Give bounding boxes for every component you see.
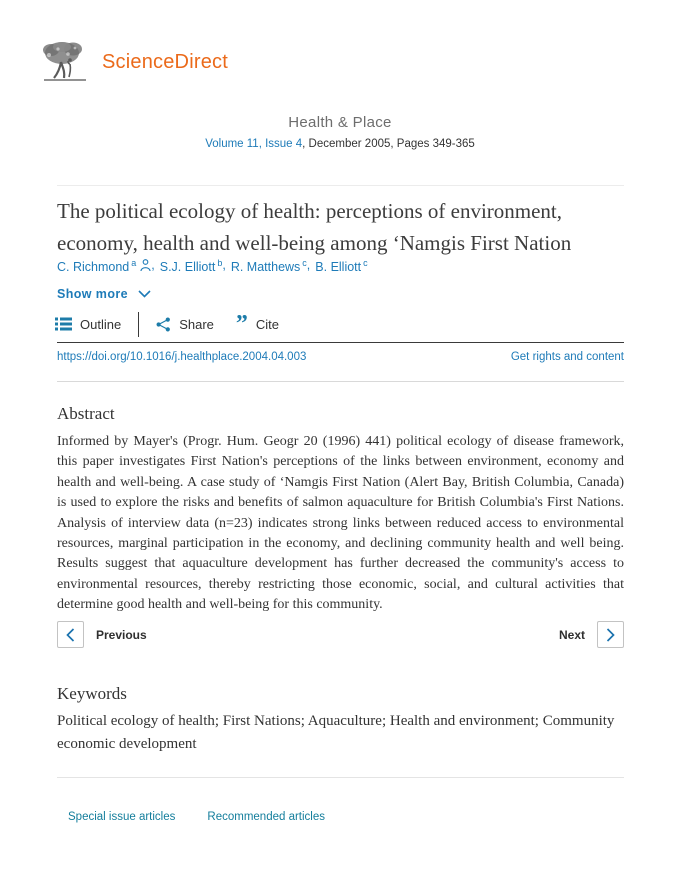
author-separator: ,: [306, 258, 311, 272]
abstract-text: Informed by Mayer's (Progr. Hum. Geogr 20 (1996) 441) political ecology of disease framework, this paper investigates First Nation's perceptions of the links between environment, economy and health and well-being. A case study of ‘Namgis First Nation (Alert Bay, British Columbia, Canada) is used to explore the risks and benefits of salmon aquaculture for British Columbia's First Nations. Analysis of interview data (n=23) indicates strong links between reduced access to environmental resources, marginal participation in the economy, and declining community health and well being. Results suggest that aquaculture development has further decreased the community's access to environmental resources, thereby restricting those economic, social, and cultural activities that determine good health and well-being for this community.: [57, 434, 624, 613]
issue-info-text: , December 2005, Pages 349-365: [302, 138, 475, 150]
previous-article-button[interactable]: [57, 621, 147, 648]
journal-issue-line: [0, 138, 680, 150]
author-name[interactable]: R. Matthews: [230, 260, 301, 275]
author-link[interactable]: [231, 258, 307, 274]
article-title: The political ecology of health: perceptions of environment, economy, health and well-being among ‘Namgis First Nation: [57, 199, 572, 255]
footer-links: [68, 811, 325, 823]
next-label: Next: [558, 627, 585, 642]
divider-mid: [57, 381, 624, 382]
outline-list-icon: [55, 317, 72, 331]
previous-chevron-box[interactable]: [57, 621, 84, 648]
cite-label: Cite: [255, 316, 280, 332]
author-separator: ,: [222, 258, 226, 272]
special-issue-articles-link[interactable]: Special issue articles: [68, 811, 176, 823]
header-brand[interactable]: [40, 40, 228, 84]
previous-label: Previous: [96, 627, 147, 642]
share-button[interactable]: [156, 317, 214, 332]
divider-footer: [57, 777, 624, 778]
author-link[interactable]: [57, 258, 136, 274]
author-list: [57, 258, 368, 274]
author-name[interactable]: S.J. Elliott: [159, 260, 216, 275]
chevron-left-icon: [66, 628, 75, 642]
outline-label: Outline: [80, 316, 122, 332]
author-affiliation-sup: c: [363, 258, 368, 268]
journal-title-link[interactable]: Health & Place: [288, 114, 392, 131]
volume-issue-link[interactable]: Volume 11, Issue 4: [205, 138, 303, 150]
share-icon: [156, 317, 171, 332]
author-affiliation-sup: c: [302, 258, 307, 268]
divider-top: [57, 185, 624, 186]
rights-and-content-link[interactable]: Get rights and content: [510, 351, 624, 363]
keywords-text: Political ecology of health; First Nations; Aquaculture; Health and environment; Community economic development: [57, 713, 615, 752]
keywords-heading: Keywords: [57, 684, 127, 703]
author-name[interactable]: B. Elliott: [315, 260, 362, 275]
share-label: Share: [179, 316, 214, 332]
article-toolbar: [55, 311, 279, 337]
cite-button[interactable]: [235, 310, 280, 337]
outline-button[interactable]: [55, 317, 121, 332]
doi-link[interactable]: https://doi.org/10.1016/j.healthplace.2004.04.003: [57, 351, 307, 363]
toolbar-separator: [138, 312, 139, 337]
recommended-articles-link[interactable]: Recommended articles: [207, 811, 325, 823]
divider-dark: [57, 342, 624, 343]
show-more-label: Show more: [57, 287, 128, 301]
cite-quote-icon: ”: [235, 310, 248, 337]
brand-wordmark[interactable]: ScienceDirect: [102, 50, 228, 73]
author-affiliation-sup: a: [131, 258, 137, 268]
author-separator: ,: [151, 258, 155, 272]
next-chevron-box[interactable]: [597, 621, 624, 648]
journal-header: [0, 114, 680, 150]
abstract-heading: Abstract: [57, 404, 115, 423]
author-link[interactable]: [159, 258, 226, 275]
show-more-button[interactable]: [57, 287, 151, 301]
corresponding-author-person-icon[interactable]: [140, 259, 151, 272]
author-name[interactable]: C. Richmond: [57, 260, 130, 275]
next-article-button[interactable]: [559, 621, 624, 648]
doi-row: [57, 351, 624, 363]
article-pagination: [57, 621, 624, 648]
chevron-right-icon: [606, 628, 615, 642]
author-link[interactable]: [315, 258, 367, 274]
chevron-down-icon: [138, 290, 151, 298]
elsevier-tree-logo[interactable]: [40, 40, 90, 84]
author-affiliation-sup: b: [217, 258, 223, 268]
